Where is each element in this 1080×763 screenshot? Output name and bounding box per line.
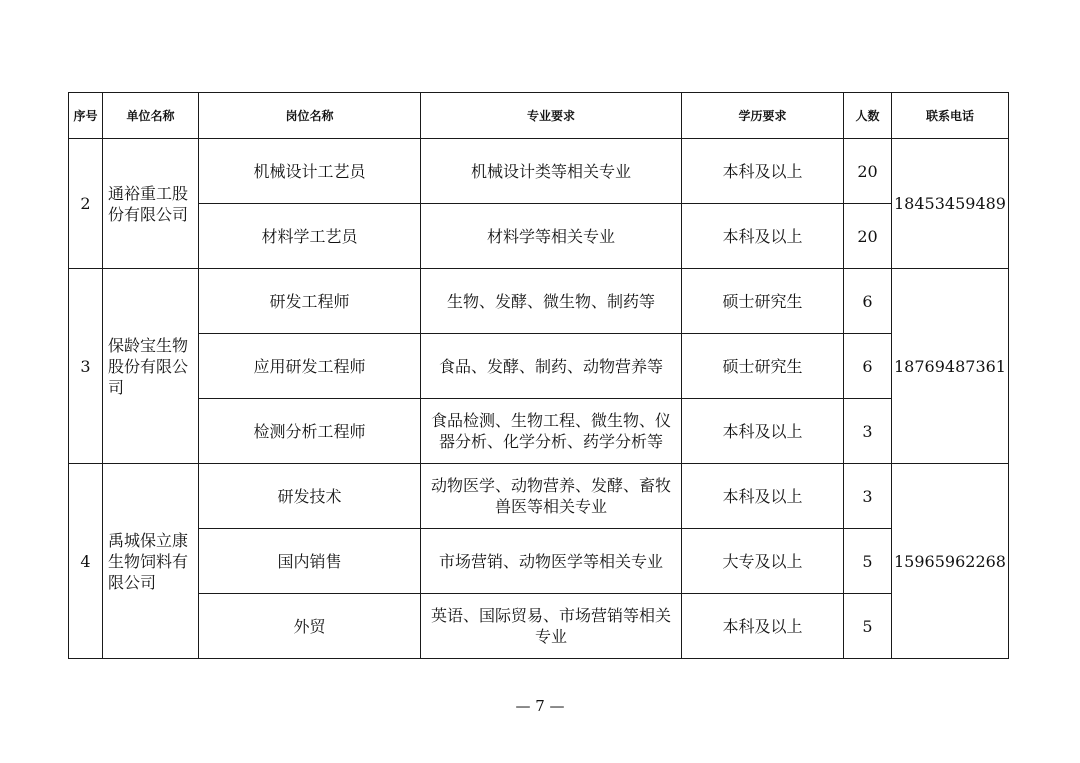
table-row <box>69 139 1009 204</box>
table-row <box>69 269 1009 334</box>
contact-phone: 18769487361 <box>892 269 1009 464</box>
row-index: 4 <box>69 464 103 659</box>
position-name: 外贸 <box>199 594 421 659</box>
major-requirement: 动物医学、动物营养、发酵、畜牧兽医等相关专业 <box>421 464 682 529</box>
table-row <box>69 594 1009 659</box>
major-requirement: 生物、发酵、微生物、制药等 <box>421 269 682 334</box>
headcount: 3 <box>844 464 892 529</box>
headcount: 6 <box>844 269 892 334</box>
headcount: 6 <box>844 334 892 399</box>
company-name: 通裕重工股份有限公司 <box>103 139 199 269</box>
major-requirement: 英语、国际贸易、市场营销等相关专业 <box>421 594 682 659</box>
position-name: 国内销售 <box>199 529 421 594</box>
education-requirement: 本科及以上 <box>682 399 844 464</box>
page-number: — 7 — <box>515 697 565 715</box>
position-name: 研发工程师 <box>199 269 421 334</box>
position-name: 检测分析工程师 <box>199 399 421 464</box>
major-requirement: 市场营销、动物医学等相关专业 <box>421 529 682 594</box>
contact-phone: 15965962268 <box>892 464 1009 659</box>
header-row <box>69 93 1009 139</box>
table-row <box>69 399 1009 464</box>
headcount: 5 <box>844 529 892 594</box>
major-requirement: 机械设计类等相关专业 <box>421 139 682 204</box>
table-row <box>69 464 1009 529</box>
major-requirement: 材料学等相关专业 <box>421 204 682 269</box>
position-name: 材料学工艺员 <box>199 204 421 269</box>
education-requirement: 本科及以上 <box>682 204 844 269</box>
header-company: 单位名称 <box>103 93 199 139</box>
row-index: 3 <box>69 269 103 464</box>
table-row <box>69 529 1009 594</box>
row-index: 2 <box>69 139 103 269</box>
company-name: 禹城保立康生物饲料有限公司 <box>103 464 199 659</box>
education-requirement: 本科及以上 <box>682 594 844 659</box>
education-requirement: 本科及以上 <box>682 139 844 204</box>
table-row <box>69 204 1009 269</box>
headcount: 20 <box>844 139 892 204</box>
position-name: 机械设计工艺员 <box>199 139 421 204</box>
education-requirement: 大专及以上 <box>682 529 844 594</box>
major-requirement: 食品检测、生物工程、微生物、仪器分析、化学分析、药学分析等 <box>421 399 682 464</box>
major-requirement: 食品、发酵、制药、动物营养等 <box>421 334 682 399</box>
company-name: 保龄宝生物股份有限公司 <box>103 269 199 464</box>
headcount: 5 <box>844 594 892 659</box>
contact-phone: 18453459489 <box>892 139 1009 269</box>
position-name: 研发技术 <box>199 464 421 529</box>
header-count: 人数 <box>844 93 892 139</box>
education-requirement: 硕士研究生 <box>682 334 844 399</box>
table-row <box>69 334 1009 399</box>
education-requirement: 本科及以上 <box>682 464 844 529</box>
position-name: 应用研发工程师 <box>199 334 421 399</box>
header-position: 岗位名称 <box>199 93 421 139</box>
header-index: 序号 <box>69 93 103 139</box>
header-phone: 联系电话 <box>892 93 1009 139</box>
headcount: 20 <box>844 204 892 269</box>
header-major: 专业要求 <box>421 93 682 139</box>
headcount: 3 <box>844 399 892 464</box>
education-requirement: 硕士研究生 <box>682 269 844 334</box>
recruitment-table <box>68 92 1009 659</box>
header-education: 学历要求 <box>682 93 844 139</box>
